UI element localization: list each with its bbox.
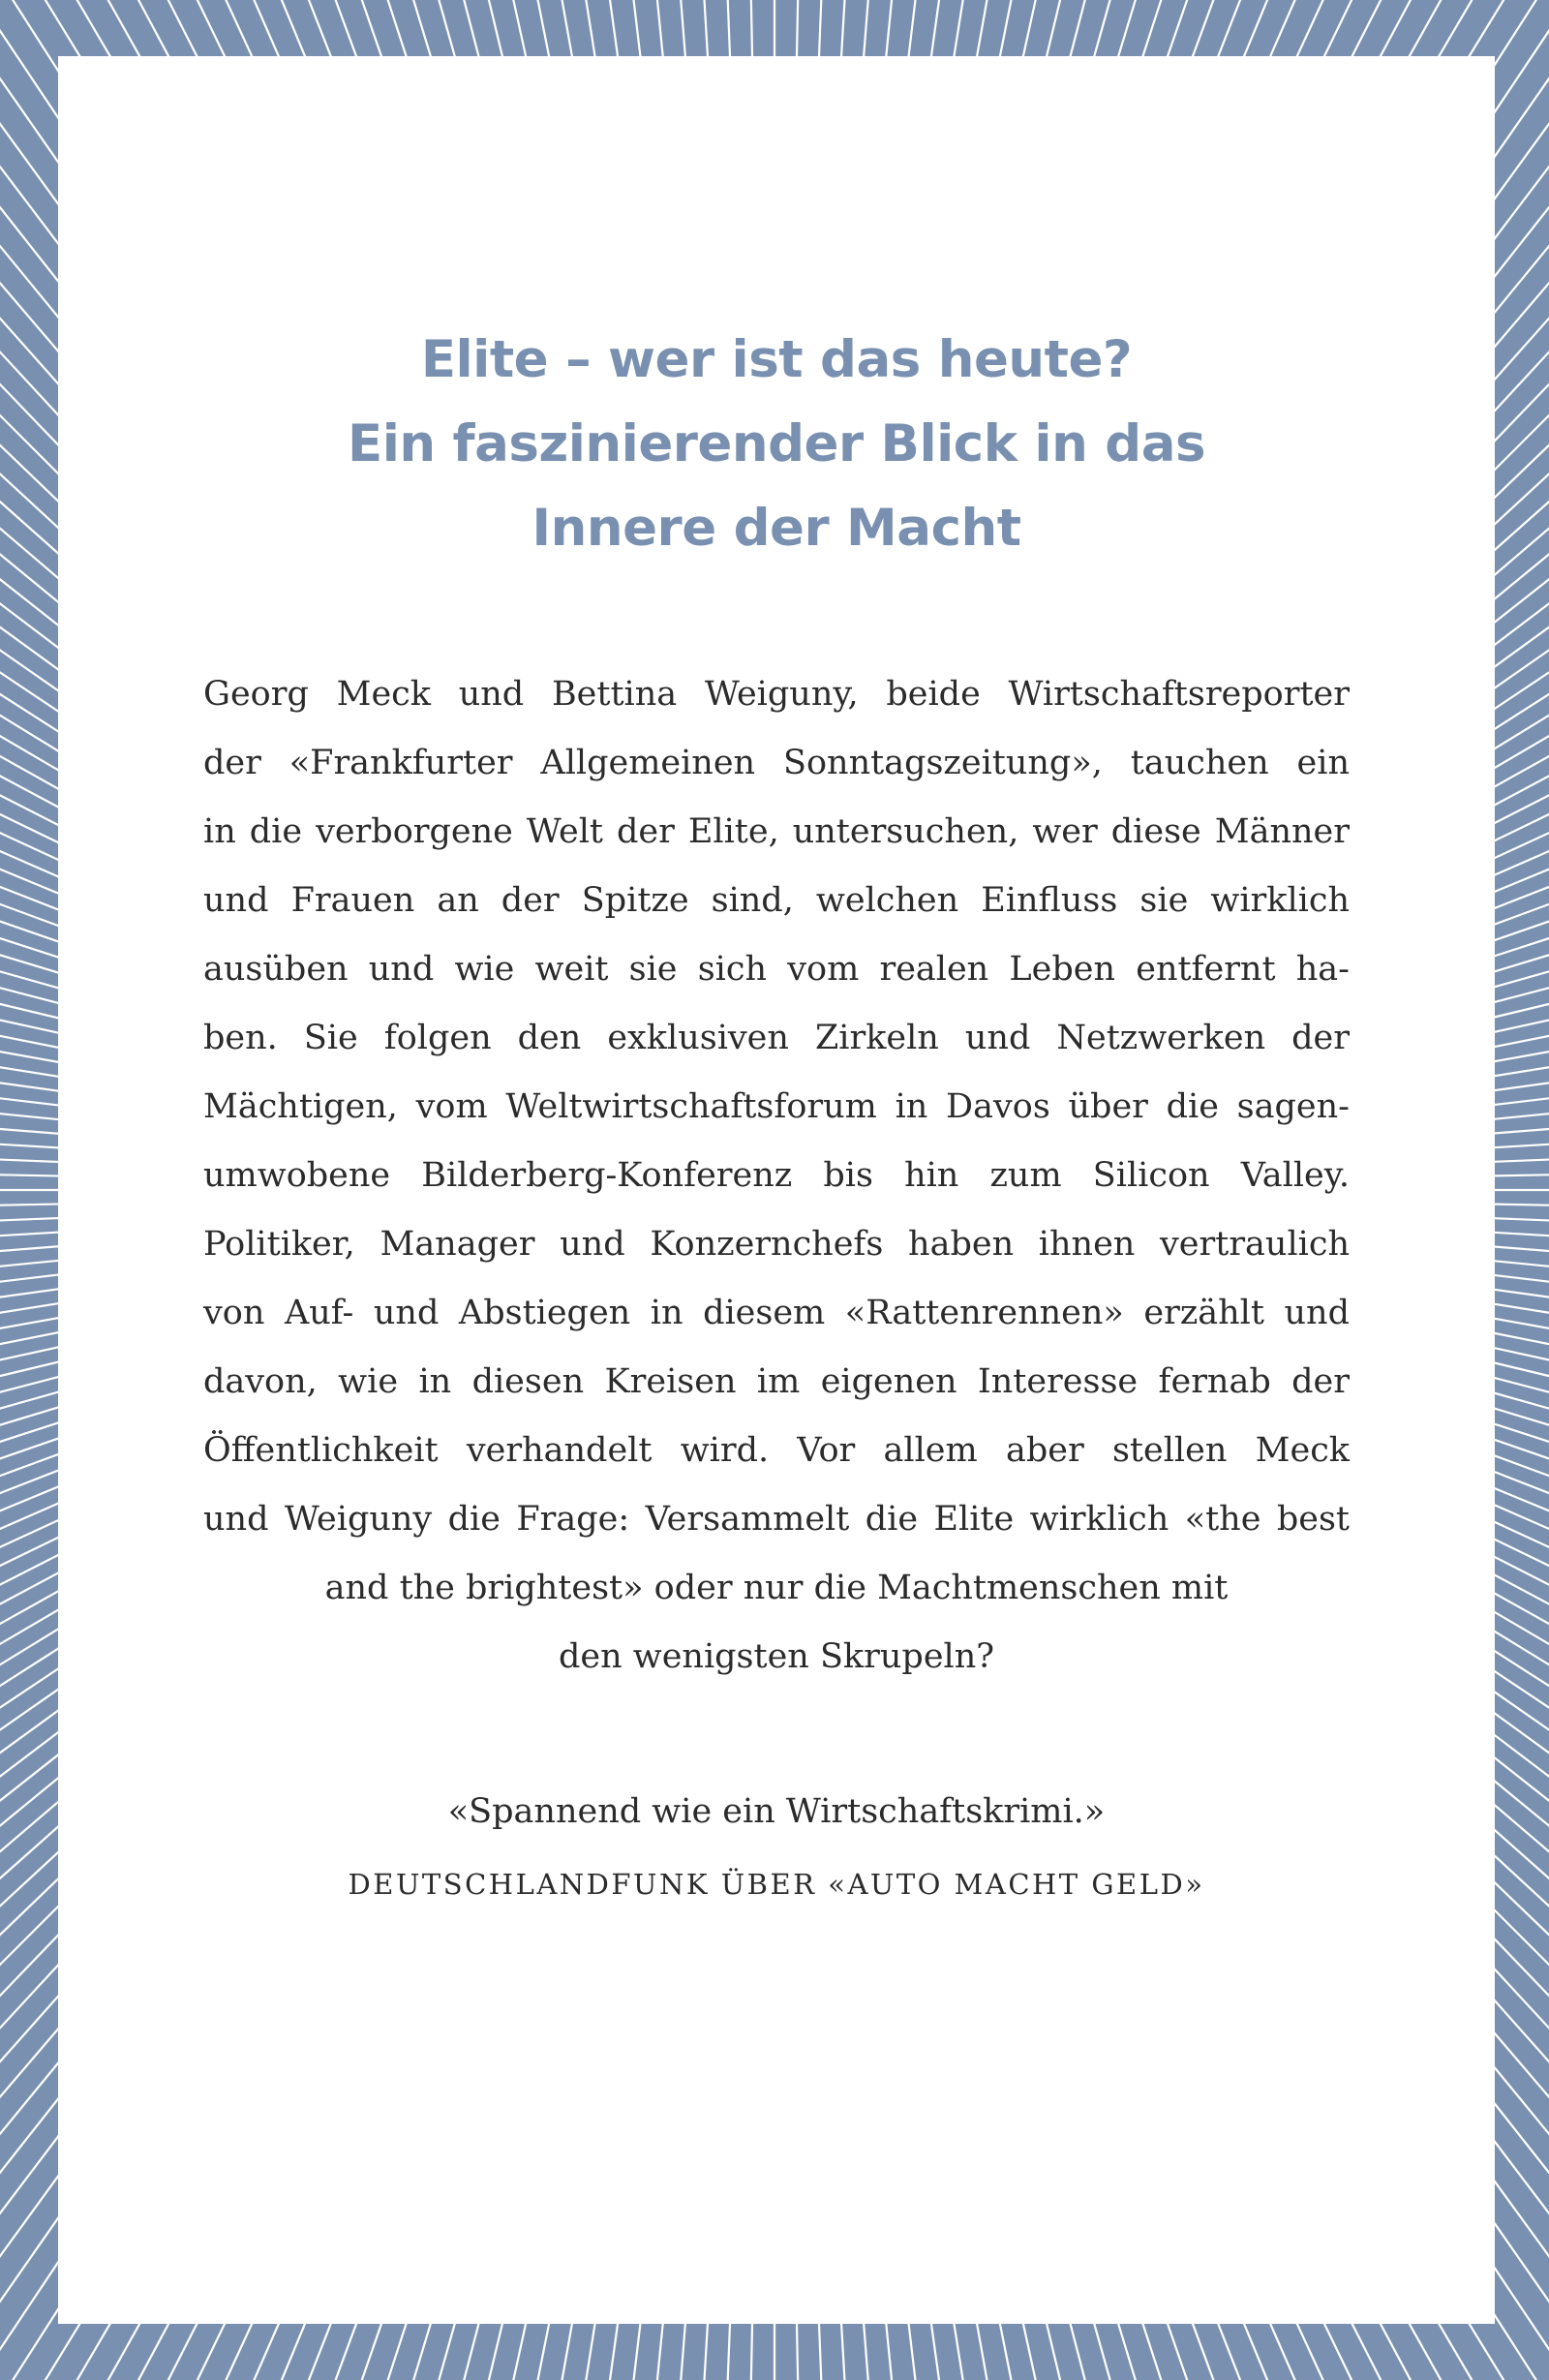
blurb-line: in die verborgene Welt der Elite, untersuchen, wer diese Männer <box>203 812 1350 851</box>
headline <box>58 318 1495 570</box>
blurb-line: Öffentlichkeit verhandelt wird. Vor allem aber stellen Meck <box>203 1431 1350 1470</box>
headline-line-2: Ein faszinierender Blick in das <box>347 414 1206 473</box>
blurb-line: von Auf- und Abstiegen in diesem «Rattenrennen» erzählt und <box>203 1294 1350 1332</box>
blurb-line: und Weiguny die Frage: Versammelt die Elite wirklich «the best <box>203 1500 1350 1539</box>
blurb-line: den wenigsten Skrupeln? <box>558 1637 995 1676</box>
back-cover-panel <box>58 56 1495 2324</box>
headline-line-3: Innere der Macht <box>532 499 1021 558</box>
blurb-line: ausüben und wie weit sie sich vom realen Leben entfernt ha- <box>203 950 1350 989</box>
blurb-line: Mächtigen, vom Weltwirtschaftsforum in Davos über die sagen- <box>203 1087 1350 1126</box>
review-quote-source: DEUTSCHLANDFUNK ÜBER «AUTO MACHT GELD» <box>348 1868 1205 1901</box>
review-quote: «Spannend wie ein Wirtschaftskrimi.» <box>447 1792 1106 1831</box>
blurb-text <box>203 660 1350 1692</box>
blurb-line: and the brightest» oder nur die Machtmenschen mit <box>324 1569 1229 1607</box>
blurb-line: Politiker, Manager und Konzernchefs haben ihnen vertraulich <box>203 1225 1350 1264</box>
blurb-line: der «Frankfurter Allgemeinen Sonntagszeitung», tauchen ein <box>203 744 1350 782</box>
headline-line-1: Elite – wer ist das heute? <box>420 330 1133 389</box>
blurb-line: umwobene Bilderberg-Konferenz bis hin zum Silicon Valley. <box>203 1156 1350 1195</box>
blurb-line: davon, wie in diesen Kreisen im eigenen Interesse fernab der <box>203 1362 1350 1401</box>
blurb-line: Georg Meck und Bettina Weiguny, beide Wirtschaftsreporter <box>203 675 1350 714</box>
blurb-line: und Frauen an der Spitze sind, welchen Einfluss sie wirklich <box>203 881 1350 920</box>
blurb-line: ben. Sie folgen den exklusiven Zirkeln und Netzwerken der <box>203 1019 1350 1057</box>
